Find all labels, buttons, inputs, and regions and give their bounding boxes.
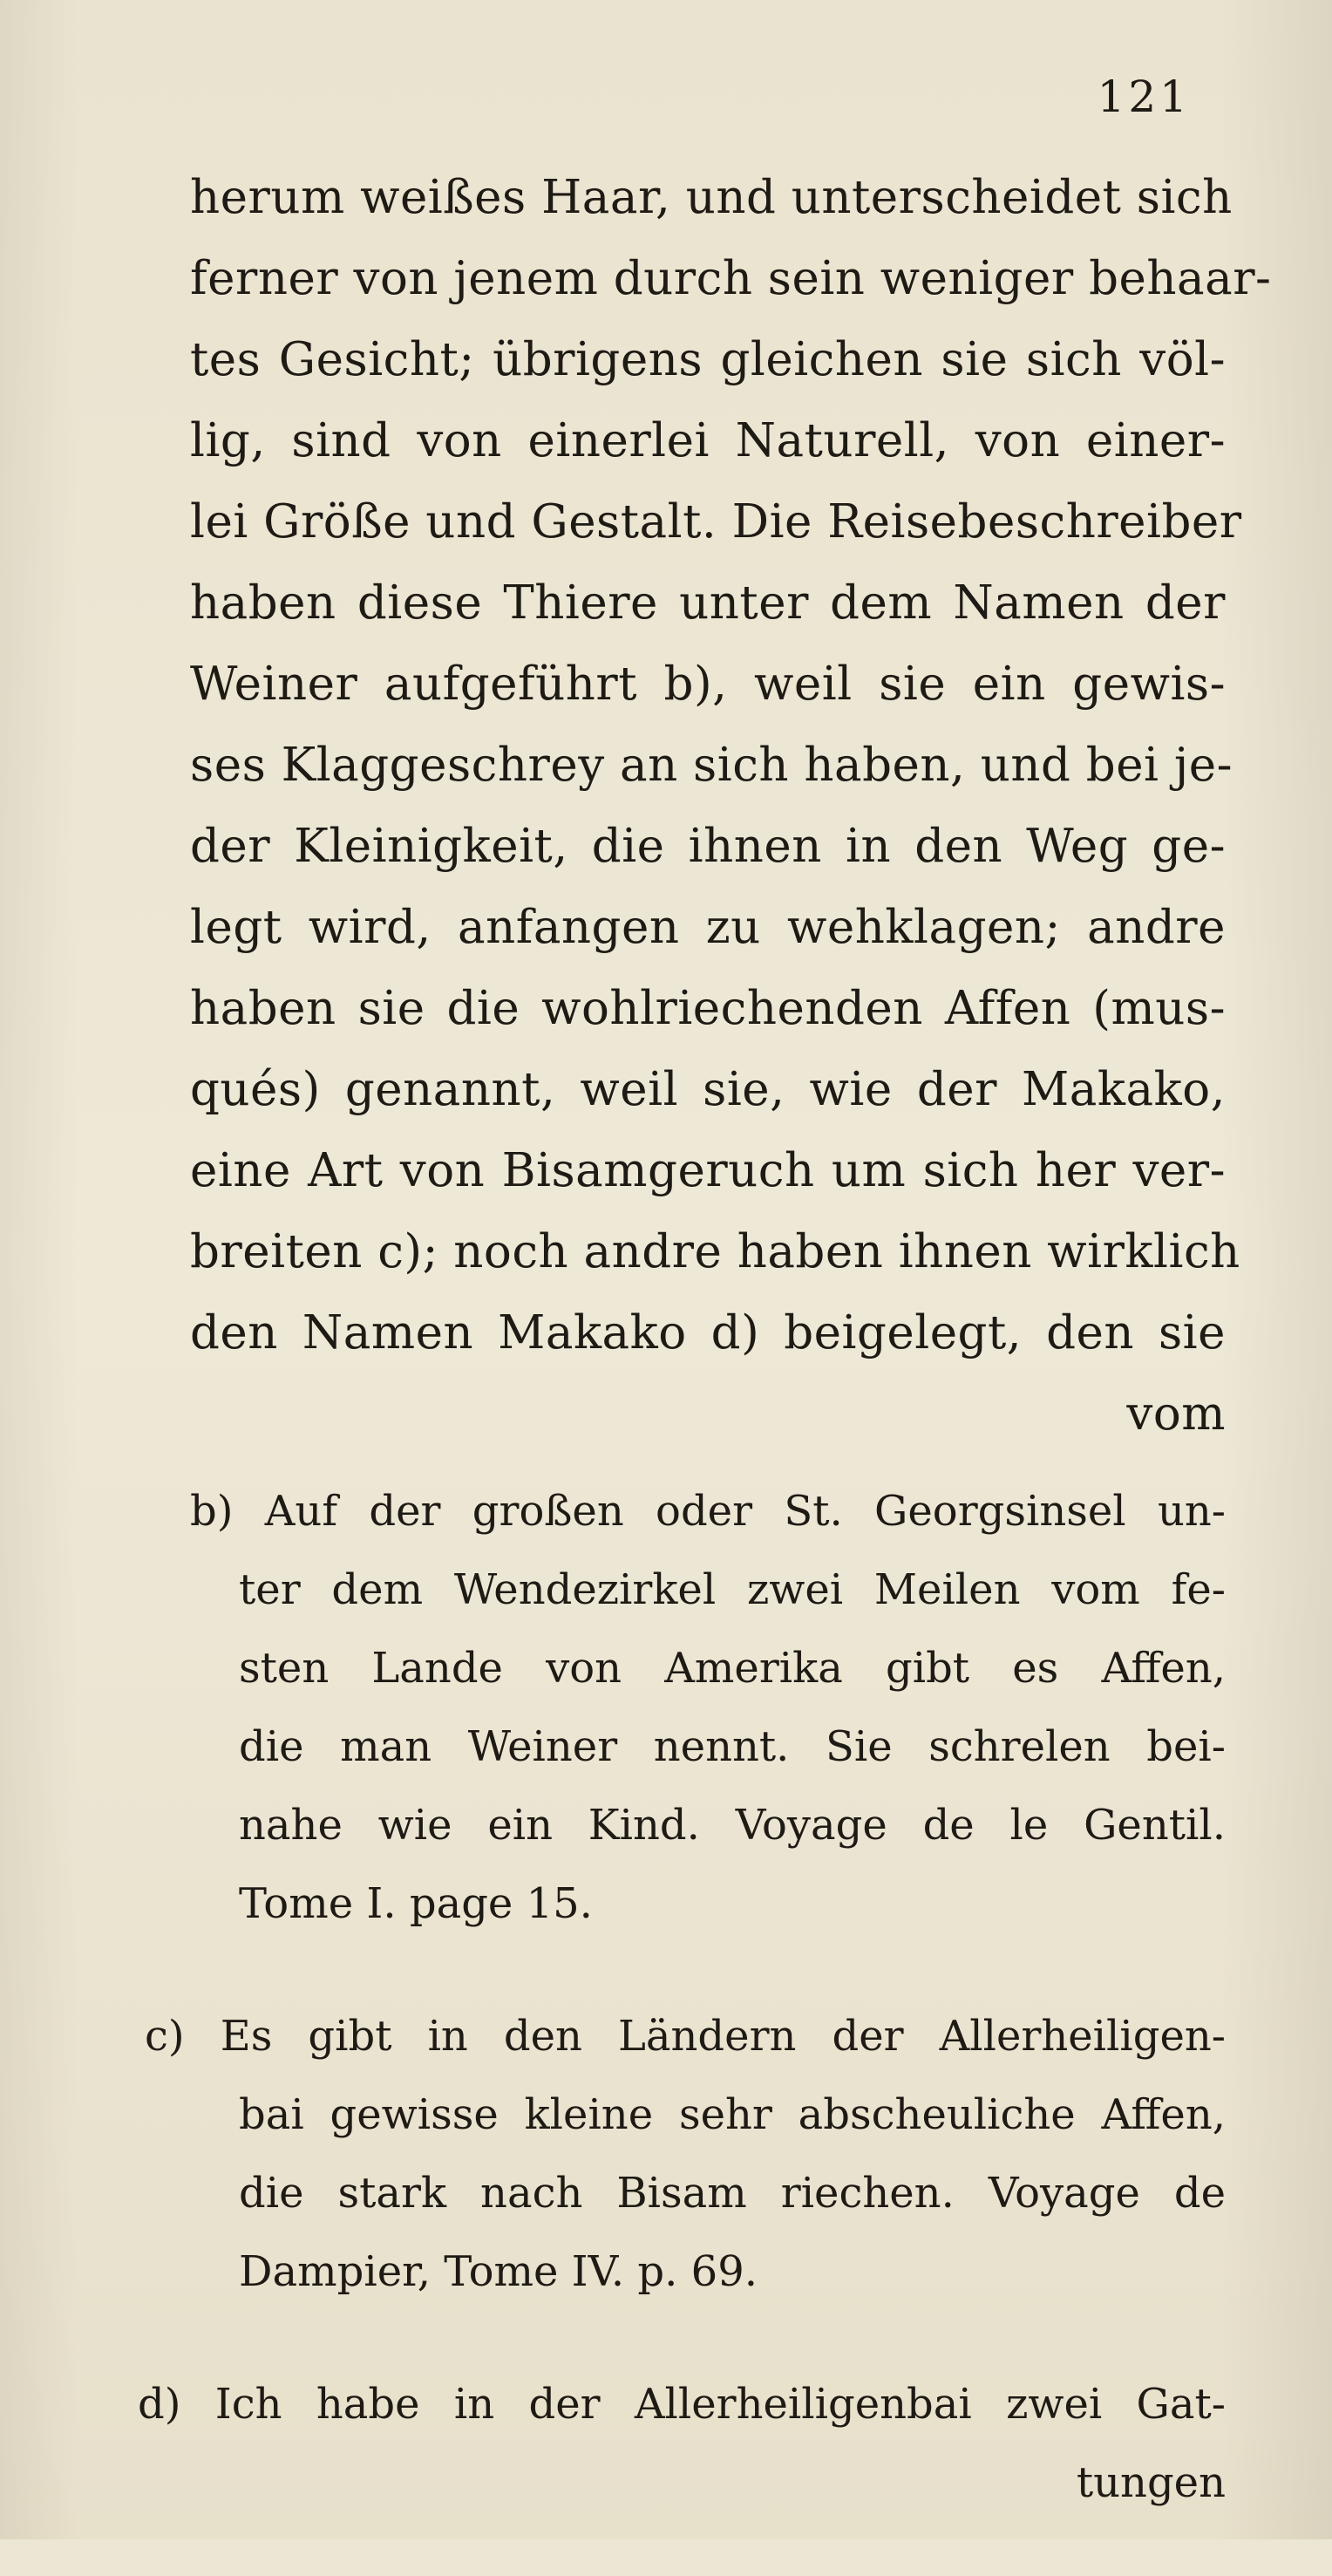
footnote-c xyxy=(145,1997,1226,2311)
text-line: herum weißes Haar, und unterscheidet sich xyxy=(190,171,1233,224)
footnote-line: Tome I. page 15. xyxy=(239,1879,593,1928)
text-line: ses Klaggeschrey an sich haben, und bei je- xyxy=(190,739,1233,792)
footnote-line: nahe wie ein Kind. Voyage de le Gentil. xyxy=(239,1801,1226,1850)
main-text xyxy=(190,157,1272,1455)
footnote-line: sten Lande von Amerika gibt es Affen, xyxy=(239,1644,1226,1693)
footnote-line xyxy=(138,2365,1226,2443)
page-number: 121 xyxy=(1097,72,1191,122)
text-line: breiten c); noch andre haben ihnen wirklich xyxy=(190,1225,1240,1278)
text-line: der Kleinigkeit, die ihnen in den Weg ge- xyxy=(190,820,1226,873)
footnote-marker: b) xyxy=(190,1487,234,1536)
footnote-line xyxy=(145,1997,1226,2075)
footnote-line: die stark nach Bisam riechen. Voyage de xyxy=(239,2169,1226,2218)
footnote-text: Auf der großen oder St. Georgsinsel un- xyxy=(264,1487,1227,1536)
footnote-marker: d) xyxy=(138,2380,181,2429)
footnote-line xyxy=(190,1472,1226,1550)
footnote-text: Es gibt in den Ländern der Allerheiligen- xyxy=(220,2012,1226,2061)
footnote-line: Dampier, Tome IV. p. 69. xyxy=(239,2247,758,2296)
text-line: Weiner aufgeführt b), weil sie ein gewis- xyxy=(190,658,1226,711)
footnotes xyxy=(138,1472,1227,2576)
footnote-line: bai gewisse kleine sehr abscheuliche Affen, xyxy=(239,2090,1226,2139)
text-line: haben sie die wohlriechenden Affen (mus- xyxy=(190,982,1226,1035)
footnote-b xyxy=(190,1472,1226,1943)
footnote-d xyxy=(138,2365,1226,2522)
text-line: qués) genannt, weil sie, wie der Makako, xyxy=(190,1063,1226,1116)
footnote-catchword: tungen xyxy=(1076,2458,1226,2507)
footnote-marker: c) xyxy=(145,2012,185,2061)
text-line: den Namen Makako d) beigelegt, den sie xyxy=(190,1306,1226,1360)
text-line: lig, sind von einerlei Naturell, von einer- xyxy=(190,414,1226,467)
text-line: legt wird, anfangen zu wehklagen; andre xyxy=(190,901,1226,954)
text-line: eine Art von Bisamgeruch um sich her ver- xyxy=(190,1144,1226,1197)
text-line: ferner von jenem durch sein weniger behaar- xyxy=(190,252,1272,305)
footnote-line: die man Weiner nennt. Sie schrelen bei- xyxy=(239,1722,1226,1771)
text-line: lei Größe und Gestalt. Die Reisebeschreiber xyxy=(190,495,1242,549)
footnote-line: ter dem Wendezirkel zwei Meilen vom fe- xyxy=(239,1565,1226,1614)
text-line: tes Gesicht; übrigens gleichen sie sich völ- xyxy=(190,333,1226,386)
text-line: haben diese Thiere unter dem Namen der xyxy=(190,576,1226,630)
catchword: vom xyxy=(1126,1387,1226,1441)
footnote-text: Ich habe in der Allerheiligenbai zwei Gat- xyxy=(214,2380,1227,2429)
